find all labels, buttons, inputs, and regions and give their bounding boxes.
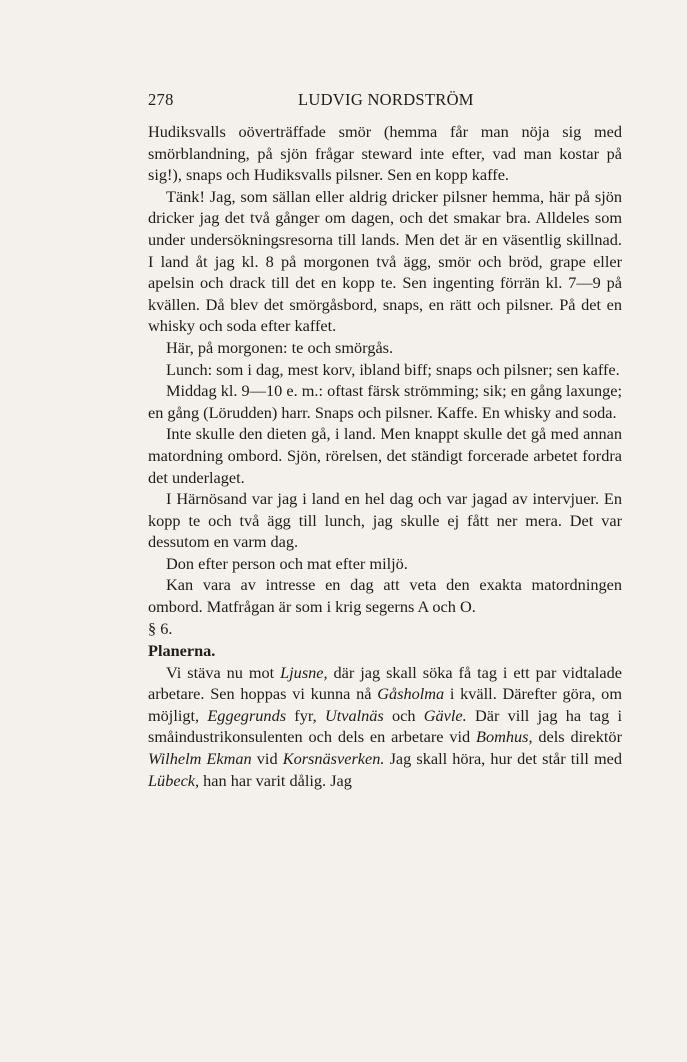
- place-name: Utvalnäs: [324, 705, 384, 725]
- text-run: han har varit dålig. Jag: [199, 770, 352, 790]
- paragraph: Middag kl. 9—10 e. m.: oftast färsk strömming; sik; en gång laxunge; en gång (Lörudden) harr. Snaps och pilsner. Kaffe. En whisky and soda.: [148, 381, 622, 422]
- place-name: Eggegrunds: [207, 705, 287, 725]
- text-run: dels direktör: [532, 727, 622, 747]
- place-name: Ljusne,: [280, 662, 328, 682]
- text-run: Där vill jag ha tag i småindustrikonsulenten och dels en arbetare vid: [148, 705, 622, 747]
- paragraph: Lunch: som i dag, mest korv, ibland biff; snaps och pilsner; sen kaffe.: [166, 359, 620, 379]
- text-run: fyr,: [286, 705, 325, 725]
- text-run: Jag skall höra, hur det står till med: [384, 749, 623, 769]
- paragraph: Hudiksvalls oöverträffade smör (hemma får man nöja sig med smörblandning, på sjön frågar steward inte efter, vad man kostar på sig!), snaps och Hudiksvalls pilsner. Sen en kopp kaffe.: [148, 122, 622, 185]
- person-name: Wilhelm Ekman: [148, 749, 252, 769]
- paragraph: Don efter person och mat efter miljö.: [166, 553, 408, 573]
- text-run: där jag skall söka få tag i ett par vidtalade arbetare. Sen hoppas vi kunna nå: [148, 662, 622, 704]
- paragraph-final: [148, 662, 622, 792]
- text-run: i kväll. Därefter göra, om möjligt,: [148, 684, 622, 725]
- section-number: § 6.: [148, 618, 173, 638]
- place-name: Gåsholma: [377, 684, 445, 704]
- place-name: Korsnäsverken.: [282, 749, 385, 769]
- page-body: [148, 121, 622, 791]
- text-run: Vi stäva nu mot: [166, 662, 281, 682]
- text-run: och: [383, 705, 424, 725]
- page-header: [148, 90, 622, 114]
- paragraph: Inte skulle den dieten gå, i land. Men knappt skulle det gå med annan matordning ombord. Sjön, rörelsen, det ständigt forcerade arbetet fordra det underlaget.: [148, 424, 622, 487]
- section-title: Planerna.: [148, 640, 216, 660]
- text-run: vid: [251, 749, 283, 769]
- paragraph: I Härnösand var jag i land en hel dag och var jagad av intervjuer. En kopp te och två ägg till lunch, jag skulle ej fått ner mera. Det var dessutom en varm dag.: [148, 489, 622, 552]
- paragraph: Kan vara av intresse en dag att veta den exakta matordningen ombord. Matfrågan är som i krig segerns A och O.: [148, 575, 622, 617]
- person-name: Lübeck,: [148, 770, 200, 790]
- paragraph: Här, på morgonen: te och smörgås.: [166, 337, 394, 357]
- page-number: 278: [148, 90, 174, 109]
- place-name: Gävle.: [423, 705, 467, 725]
- running-head: LUDVIG NORDSTRÖM: [298, 90, 474, 109]
- place-name: Bomhus,: [476, 727, 533, 747]
- paragraph: Tänk! Jag, som sällan eller aldrig dricker pilsner hemma, här på sjön dricker jag det två gånger om dagen, och det smakar bra. Alldeles som under undersökningsresorna till lands. Men det är en väsentlig skillnad. I land åt jag kl. 8 på morgonen två ägg, smör och bröd, grape eller apelsin och drack till det en kopp te. Sen ingenting förrän kl. 7—9 på kvällen. Då blev det smörgåsbord, snaps, en rätt och pilsner. På det en whisky och soda efter kaffet.: [148, 186, 622, 336]
